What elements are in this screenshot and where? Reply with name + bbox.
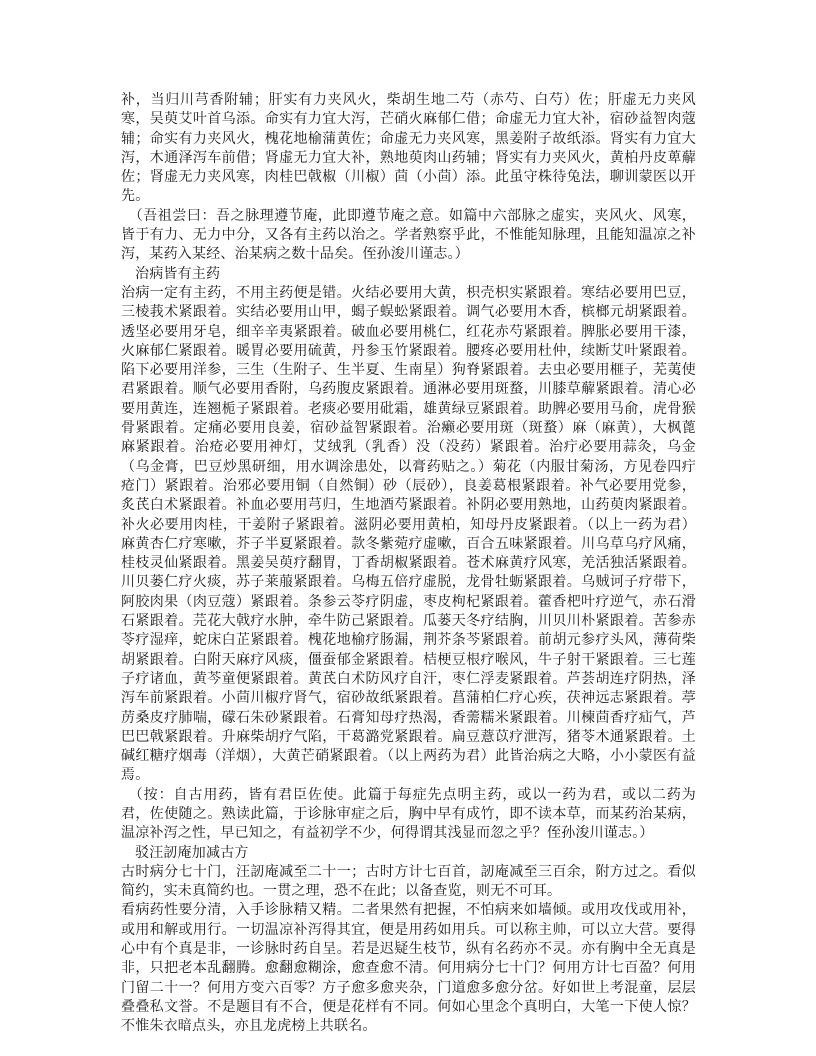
section-heading-critique-wang: 驳汪訒庵加减古方: [135, 845, 249, 861]
verse-paragraph: 看病药性要分清，入手诊脉精又精。二者果然有把握，不怕病来如墙倾。或用攻伐或用补，或用和解或用行。一切温凉补泻得其宜，便是用药如用兵。可以称主帅，可以立大营。要得心中有个真是非，一诊脉时药自呈。若是迟疑生枝节，纵有名药亦不灵。亦有胸中全无真是非，只把老本乱翻腾。愈翻愈糊涂，愈查愈不清。何用病分七十门？何用方计七百盈？何用门留二十一？何用方变六百零？方子愈多愈夹杂，门道愈多愈分岔。好如世上考混童，层层叠叠私文誉。不是题目有不合，便是花样有不同。何如心里念个真明白，大笔一下使人惊？不惟朱衣暗点头，亦且龙虎榜上共联名。: [121, 903, 696, 1035]
critique-paragraph: 古时病分七十门，汪訒庵减至二十一；古时方计七百首，訒庵减至三百余，附方过之。看似简约，实未真简约也。一贯之理，恐不在此；以备查览，则无不可耳。: [121, 864, 696, 900]
continuation-paragraph-organ-herbs: 补，当归川芎香附辅；肝实有力夹风火，柴胡生地二芍（赤芍、白芍）佐；肝虚无力夹风寒，吴萸艾叶首乌添。命实有力宜大泻，芒硝火麻郁仁借；命虚无力宜大补，宿砂益智肉蔻辅；命实有力夹风火，槐花地榆蒲黄佐；命虚无力夹风寒，黑姜附子故纸添。肾实有力宜大泻，木通泽泻车前借；肾虚无力宜大补，熟地萸肉山药辅；肾实有力夹风火，黄柏丹皮萆薢佐；肾虚无力夹风寒，肉桂巴戟椒（川椒）茴（小茴）添。此虽守株待兔法，聊训蒙医以开先。: [121, 93, 696, 205]
text-column: [121, 91, 696, 1037]
section-heading-main-herbs: 治病皆有主药: [135, 266, 221, 282]
main-herbs-paragraph: 治病一定有主药，不用主药便是错。火结必要用大黄，枳壳枳实紧跟着。寒结必要用巴豆，三棱莪术紧跟着。实结必要用山甲，蝎子蜈蚣紧跟着。调气必要用木香，槟榔元胡紧跟着。透坚必要用牙皂，细辛辛夷紧跟着。破血必要用桃仁，红花赤芍紧跟着。脾胀必要用干漆，火麻郁仁紧跟着。暖胃必要用硫黄，丹参玉竹紧跟着。腰疼必要用杜仲，续断艾叶紧跟着。陷下必要用洋参，三生（生附子、生半夏、生南星）狗脊紧跟着。去虫必要用榧子，芜荑使君紧跟着。顺气必要用香附，乌药腹皮紧跟着。通淋必要用斑蝥，川膝草薢紧跟着。清心必要用黄连，连翘栀子紧跟着。老痰必要用砒霜，雄黄绿豆紧跟着。助脾必要用马俞，虎骨猴骨紧跟着。定痛必要用良姜，宿砂益智紧跟着。治癞必要用斑（斑蝥）麻（麻黄），大枫蓖麻紧跟着。治疮必要用神灯，艾绒乳（乳香）没（没药）紧跟着。治疔必要用蒜灸，乌金（乌金膏，巴豆炒黑研细，用水调涂患处，以膏药贴之。）菊花（内服甘菊汤，方见卷四疔疮门）紧跟着。治邪必要用铜（自然铜）砂（辰砂），良姜葛根紧跟着。补气必要用党参，炙芪白术紧跟着。补血必要用芎归，生地酒芍紧跟着。补阴必要用熟地，山药萸肉紧跟着。补火必要用肉桂，干姜附子紧跟着。滋阴必要用黄柏，知母丹皮紧跟着。（以上一药为君）麻黄杏仁疗寒嗽，芥子半夏紧跟着。款冬紫菀疗虚嗽，百合五味紧跟着。川乌草乌疗风痛，桂枝灵仙紧跟着。黑姜吴萸疗翻胃，丁香胡椒紧跟着。苍术麻黄疗风寒，羌活独活紧跟着。川贝蒌仁疗火痰，苏子莱菔紧跟着。乌梅五倍疗虚脱，龙骨牡蛎紧跟着。乌贼诃子疗带下，阿胶肉果（肉豆蔻）紧跟着。条参云苓疗阴虚，枣皮枸杞紧跟着。藿香杷叶疗逆气，赤石滑石紧跟着。芫花大戟疗水肿，牵牛防己紧跟着。瓜蒌天冬疗结胸，川贝川朴紧跟着。苦参赤苓疗湿痒，蛇床白芷紧跟着。槐花地榆疗肠漏，荆芥条芩紧跟着。前胡元参疗头风，薄荷柴胡紧跟着。白附天麻疗风痰，僵蚕郁金紧跟着。桔梗豆根疗喉风，牛子射干紧跟着。三七莲子疗诸血，黄芩童便紧跟着。黄芪白术防风疗自汗，枣仁浮麦紧跟着。芦荟胡连疗阴热，泽泻车前紧跟着。小茴川椒疗肾气，宿砂故纸紧跟着。菖蒲柏仁疗心疾，茯神远志紧跟着。葶苈桑皮疗肺喘，礞石朱砂紧跟着。石膏知母疗热渴，香薷糯米紧跟着。川楝茴香疗疝气，芦巴巴戟紧跟着。升麻柴胡疗气陷，干葛潞党紧跟着。扁豆薏苡疗泄泻，猪苓木通紧跟着。土碱红糖疗烟毒（洋烟），大黄芒硝紧跟着。（以上两药为君）此皆治病之大略，小小蒙医有益焉。: [121, 285, 696, 784]
grandfather-note-paragraph: （吾祖尝曰：吾之脉理遵节庵，此即遵节庵之意。如篇中六部脉之虚实，夹风火、风寒，皆于有力、无力中分，又各有主药以治之。学者熟察乎此，不惟能知脉理，且能知温凉之补泻，某药入某经、治某病之数十品矣。侄孙浚川谨志。）: [121, 208, 696, 263]
editor-note-paragraph: （按：自古用药，皆有君臣佐使。此篇于每症先点明主药，或以一药为君，或以二药为君，佐使随之。熟读此篇，于诊脉审症之后，胸中早有成竹，即不读本草，而某药治某病，温凉补泻之性，早已知之，有益初学不少，何得谓其浅显而忽之乎？侄孙浚川谨志。）: [121, 787, 696, 842]
